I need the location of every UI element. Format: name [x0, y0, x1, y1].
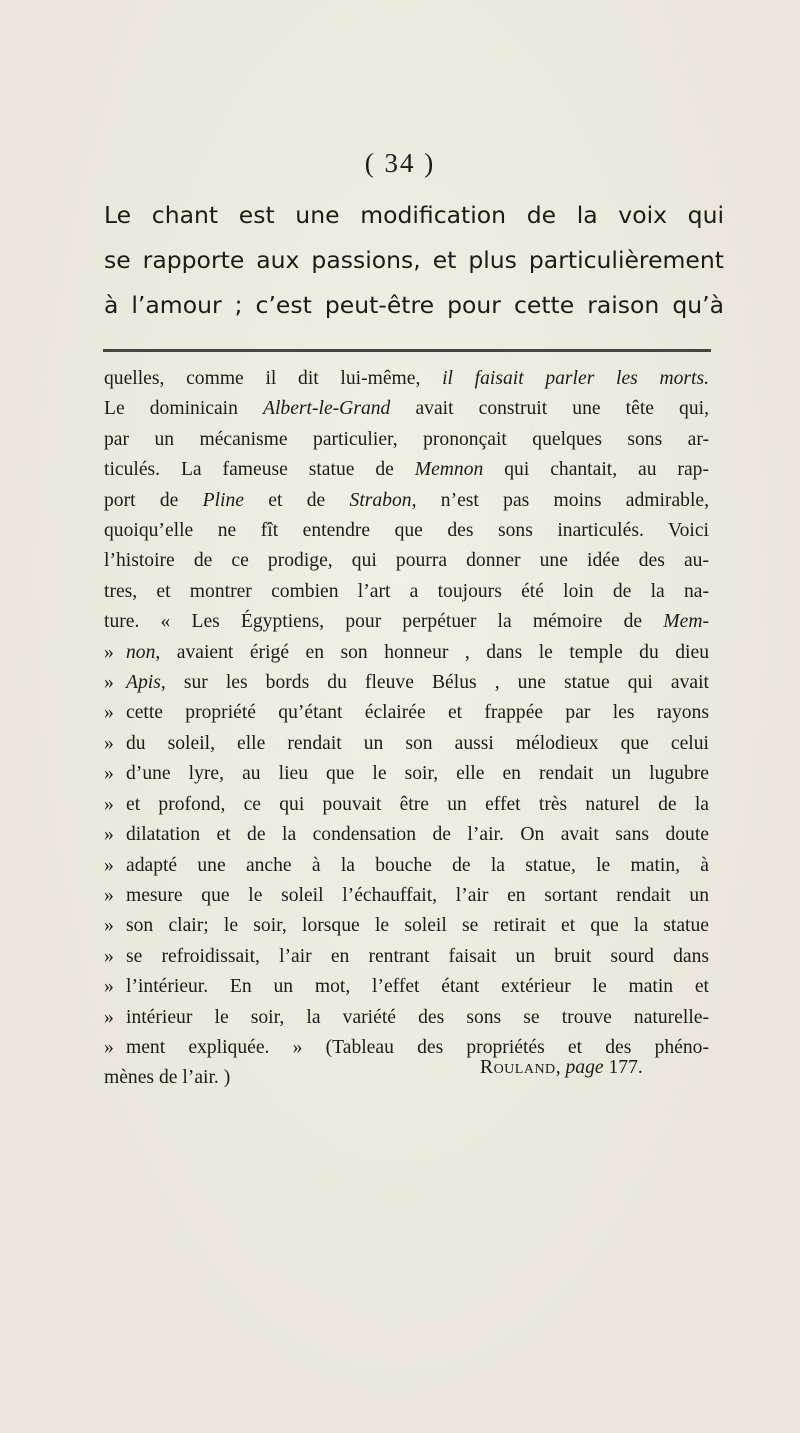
footnote-text: Le dominicain: [104, 398, 264, 420]
footnote-text: du soleil, elle rendait un son aussi mélodieux que celui: [126, 732, 709, 754]
footnote-text: et de: [244, 489, 350, 511]
footnote-text: d’une lyre, au lieu que le soir, elle en rendait un lugubre: [126, 763, 709, 785]
quote-mark: »: [104, 641, 114, 663]
footnote-line: [104, 516, 709, 546]
quote-mark: »: [104, 854, 114, 876]
footnote-text: quelles, comme il dit lui-même,: [104, 368, 443, 389]
footnote-italic-text: Memnon: [414, 459, 484, 481]
footnote-text: l’intérieur. En un mot, l’effet étant extérieur le matin et: [126, 976, 709, 998]
footnote-line: [104, 425, 709, 455]
source-author: Rouland: [480, 1057, 556, 1078]
footnote-line: [104, 698, 709, 728]
source-page-number: 177.: [603, 1057, 643, 1078]
footnote-line: [104, 638, 709, 668]
footnote-line: [104, 364, 709, 394]
footnote-text: cette propriété qu’étant éclairée et frappée par les rayons: [126, 702, 709, 724]
footnote-line: [104, 911, 709, 941]
quote-mark: »: [104, 763, 114, 785]
footnote-text: port de: [104, 489, 203, 511]
footnote-line: [104, 972, 709, 1002]
footnote-line: [104, 486, 709, 516]
main-text: [104, 193, 724, 328]
footnote-italic-text: il faisait parler les morts.: [442, 368, 710, 389]
quote-mark: »: [104, 1006, 114, 1028]
footnote-line: [104, 546, 709, 576]
footnote-italic-text: Strabon: [349, 489, 412, 511]
footnote-separator-rule: [103, 349, 711, 352]
footnote-text: , avaient érigé en son honneur , dans le temple du dieu: [155, 641, 709, 663]
quote-mark: »: [104, 793, 114, 815]
quote-mark: »: [104, 1036, 114, 1058]
footnote-line: [104, 881, 709, 911]
footnote-line: [104, 851, 709, 881]
quote-mark: »: [104, 732, 114, 754]
source-page-label: page: [565, 1057, 604, 1078]
footnote-line: [104, 729, 709, 759]
quote-mark: »: [104, 945, 114, 967]
quote-mark: »: [104, 672, 114, 694]
footnote-text: ticulés. La fameuse statue de: [104, 459, 415, 481]
footnote-italic-text: Pline: [202, 489, 244, 511]
footnote-line: [104, 607, 709, 637]
footnote-italic-text: non: [126, 641, 156, 663]
footnote-line: [104, 820, 709, 850]
quote-mark: »: [104, 702, 114, 724]
footnote-text: par un mécanisme particulier, prononçait quelques sons ar-: [104, 428, 709, 450]
footnote-text: mesure que le soleil l’échauffait, l’air en sortant rendait un: [126, 884, 709, 906]
footnote-text: intérieur le soir, la variété des sons se trouve naturelle-: [126, 1006, 709, 1028]
quote-mark: »: [104, 976, 114, 998]
footnote-line: [104, 942, 709, 972]
footnote-text: qui chantait, au rap-: [483, 459, 709, 481]
main-text-line: à l’amour ; c’est peut-être pour cette raison qu’à: [104, 291, 724, 319]
footnote-text: adapté une anche à la bouche de la statue, le matin, à: [126, 854, 709, 876]
footnote-line: [104, 668, 709, 698]
footnote-italic-text: Mem-: [663, 611, 709, 633]
footnote-text: ment expliquée. » (Tableau des propriétés et des phéno-: [126, 1036, 709, 1058]
footnote: [104, 364, 709, 1094]
footnote-text: se refroidissait, l’air en rentrant faisait un bruit sourd dans: [126, 945, 709, 967]
footnote-line: [104, 394, 709, 424]
footnote-text: tres, et montrer combien l’art a toujours été loin de la na-: [104, 580, 709, 602]
quote-mark: »: [104, 824, 114, 846]
footnote-text: ture. « Les Égyptiens, pour perpétuer la mémoire de: [104, 611, 664, 633]
footnote-text: mènes de l’air. ): [104, 1067, 231, 1089]
footnote-line: [104, 577, 709, 607]
footnote-text: avait construit une tête qui,: [390, 398, 709, 420]
page-number: ( 34 ): [364, 148, 436, 178]
footnote-source: [480, 1057, 643, 1079]
footnote-text: quoiqu’elle ne fît entendre que des sons inarticulés. Voici: [104, 520, 709, 542]
quote-mark: »: [104, 915, 114, 937]
main-text-line: Le chant est une modification de la voix qui: [104, 201, 724, 229]
main-text-line: se rapporte aux passions, et plus particulièrement: [104, 246, 724, 274]
footnote-line: [104, 1003, 709, 1033]
footnote-text: , sur les bords du fleuve Bélus , une statue qui avait: [160, 672, 709, 694]
source-comma: ,: [555, 1057, 566, 1078]
footnote-line: [104, 455, 709, 485]
footnote-italic-text: Albert-le-Grand: [263, 398, 391, 420]
footnote-italic-text: Apis: [126, 672, 161, 694]
footnote-text: dilatation et de la condensation de l’air. On avait sans doute: [126, 824, 709, 846]
quote-mark: »: [104, 884, 114, 906]
footnote-line: [104, 759, 709, 789]
footnote-text: l’histoire de ce prodige, qui pourra donner une idée des au-: [104, 550, 709, 572]
footnote-text: , n’est pas moins admirable,: [411, 489, 709, 511]
footnote-line: [104, 790, 709, 820]
footnote-text: et profond, ce qui pouvait être un effet très naturel de la: [126, 793, 709, 815]
footnote-text: son clair; le soir, lorsque le soleil se retirait et que la statue: [126, 915, 709, 937]
